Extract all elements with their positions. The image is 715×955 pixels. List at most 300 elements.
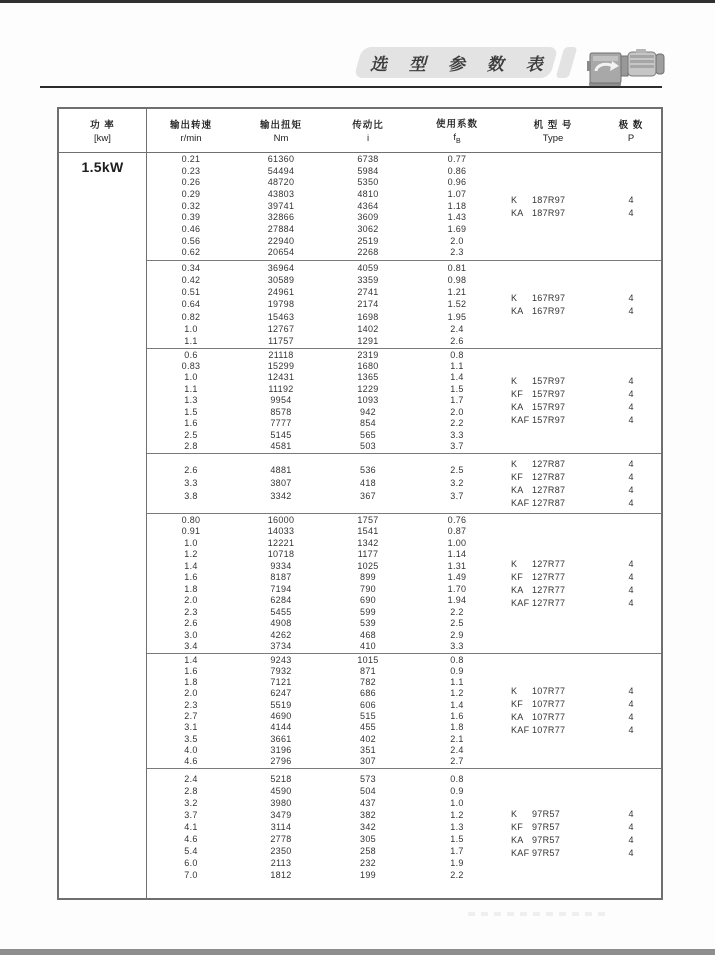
poles-cell: 4 [628,808,634,819]
value-cell: 27884 [267,224,295,234]
poles-cell: 4 [628,194,634,205]
type-prefix: KA [511,584,524,595]
column-ratio [327,769,409,898]
banner-tail-decoration [556,47,578,78]
value-cell: 2.7 [184,711,198,721]
type-cell [511,834,601,847]
column-ratio [327,349,409,453]
page-bottom-rule [0,949,715,955]
type-cell [511,484,601,497]
type-cell [511,597,601,610]
column-ratio [327,514,409,653]
value-cell: 854 [360,418,376,429]
header-label-en [453,132,460,145]
value-cell: 504 [360,786,376,796]
poles-cell: 4 [628,292,634,303]
type-prefix: KAF [511,415,530,425]
type-code: 127R87 [532,458,566,469]
type-code: 127R77 [532,584,566,595]
value-cell: 1015 [357,654,379,665]
value-cell: 1.70 [447,583,467,594]
type-prefix: KAF [511,497,530,508]
table-section [147,153,661,260]
value-cell: 1757 [357,514,379,525]
table-section [147,653,661,768]
value-cell: 3734 [270,641,292,651]
header-label-zh: 极 数 [618,120,644,131]
value-cell: 3.0 [184,629,198,640]
value-cell: 3114 [270,822,292,832]
header-label-en: i [366,133,370,144]
value-cell: 0.76 [447,514,467,525]
value-cell: 15299 [267,360,295,371]
value-cell: 0.8 [450,774,464,784]
column-type [505,769,601,898]
value-cell: 5519 [270,699,292,710]
table-section [147,348,661,453]
value-cell: 382 [360,810,376,820]
value-cell: 1.5 [450,834,464,844]
column-speed [147,514,235,653]
poles-cell: 4 [628,834,634,845]
value-cell: 4581 [270,441,292,452]
value-cell: 0.80 [181,514,201,525]
value-cell: 199 [360,870,376,880]
value-cell: 0.29 [181,188,201,199]
table-section [147,768,661,898]
value-cell: 0.32 [181,200,201,211]
value-cell: 418 [360,478,376,488]
value-cell: 5984 [357,165,379,176]
value-cell: 3.7 [450,491,464,501]
header-label-zh: 输出扭矩 [259,120,302,131]
poles-cell: 4 [628,497,634,508]
value-cell: 1.4 [450,372,464,383]
column-type [505,261,601,348]
value-cell: 21118 [268,349,294,360]
value-cell: 3.7 [184,810,198,820]
type-cell [511,808,601,821]
value-cell: 1.1 [450,677,464,688]
value-cell: 258 [360,846,376,856]
value-cell: 0.8 [450,349,464,360]
header-fb-subscript: B [455,137,461,145]
value-cell: 0.62 [181,247,201,258]
value-cell: 3.3 [450,641,464,651]
value-cell: 11192 [268,383,294,394]
value-cell: 3609 [357,212,379,223]
value-cell: 367 [360,491,376,501]
value-cell: 2.0 [450,406,464,417]
value-cell: 5145 [270,429,292,440]
type-prefix: K [511,686,518,696]
value-cell: 0.91 [181,526,201,536]
value-cell: 0.87 [447,526,467,536]
value-cell: 2519 [357,235,379,246]
value-cell: 12767 [267,323,295,334]
value-cell: 1.8 [450,722,464,733]
type-cell [511,207,601,220]
type-code: 167R97 [532,305,566,316]
value-cell: 351 [360,744,376,755]
value-cell: 2.4 [184,774,198,784]
type-prefix: KF [511,821,524,832]
value-cell: 2.4 [450,323,464,334]
value-cell: 782 [360,677,376,688]
value-cell: 2.0 [450,235,464,246]
poles-cell: 4 [628,847,634,858]
value-cell: 0.9 [450,665,464,676]
poles-cell: 4 [628,415,634,425]
power-value: 1.5kW [81,159,124,175]
value-cell: 1.4 [184,654,198,665]
value-cell: 1.18 [447,200,467,211]
type-prefix: K [511,194,518,205]
value-cell: 3.8 [184,491,198,501]
value-cell: 1.95 [447,311,467,322]
header-col-speed [147,109,235,152]
value-cell: 2.3 [184,699,198,710]
value-cell: 1.2 [450,688,464,699]
type-prefix: KF [511,471,524,482]
value-cell: 2778 [270,834,292,844]
value-cell: 0.83 [181,360,201,371]
value-cell: 2796 [270,756,292,767]
type-cell [511,471,601,484]
value-cell: 1.8 [184,583,198,594]
value-cell: 3196 [270,744,292,755]
type-code: 127R77 [532,597,566,608]
value-cell: 4144 [270,722,292,733]
selection-parameter-table [57,107,663,900]
value-cell: 3661 [270,733,292,744]
value-cell: 7121 [270,677,292,688]
value-cell: 468 [360,629,376,640]
poles-cell: 4 [628,821,634,832]
value-cell: 690 [360,595,376,605]
value-cell: 2.2 [450,606,464,617]
banner-title: 选 型 参 数 表 [369,55,551,75]
value-cell: 0.6 [184,349,198,360]
column-speed [147,349,235,453]
type-cell [511,558,601,571]
value-cell: 2.2 [450,870,464,880]
poles-cell: 4 [628,389,634,399]
column-torque [235,514,327,653]
value-cell: 1.6 [184,665,198,676]
value-cell: 1698 [357,311,379,322]
column-ratio [327,654,409,768]
value-cell: 0.46 [181,224,201,234]
power-cell [59,153,147,898]
column-poles [601,654,661,768]
type-cell [511,305,601,318]
value-cell: 2.8 [184,441,198,452]
value-cell: 3.2 [184,798,198,808]
value-cell: 4690 [270,711,292,721]
column-speed [147,153,235,260]
value-cell: 0.81 [447,262,467,273]
data-sections [147,153,661,898]
type-cell [511,821,601,834]
value-cell: 61360 [267,153,295,164]
type-prefix: KA [511,712,524,722]
poles-cell: 4 [628,699,634,709]
column-fb [409,769,505,898]
value-cell: 1.3 [184,395,198,406]
value-cell: 4881 [270,465,292,475]
header-col-type [505,109,601,152]
value-cell: 2.6 [184,618,198,628]
value-cell: 2.4 [450,744,464,755]
value-cell: 536 [360,465,376,475]
value-cell: 1.2 [184,549,198,559]
value-cell: 2174 [357,299,379,310]
header-power-zh: 功 率 [90,120,115,131]
value-cell: 232 [360,858,376,868]
column-type [505,454,601,513]
value-cell: 1.1 [184,383,198,394]
type-code: 97R57 [532,808,561,819]
header-col-ratio [327,109,409,152]
value-cell: 899 [360,572,376,582]
column-poles [601,261,661,348]
value-cell: 7777 [270,418,292,429]
column-torque [235,153,327,260]
value-cell: 1.2 [450,810,464,820]
type-cell [511,497,601,510]
value-cell: 4.6 [184,834,198,844]
value-cell: 10718 [267,549,295,559]
column-torque [235,261,327,348]
table-header-row [59,109,661,153]
value-cell: 19798 [267,299,295,310]
column-type [505,153,601,260]
column-type [505,654,601,768]
type-prefix: KF [511,699,524,709]
value-cell: 2319 [357,349,379,360]
value-cell: 3062 [357,224,379,234]
value-cell: 0.26 [181,177,201,188]
value-cell: 1.6 [184,572,198,582]
column-poles [601,349,661,453]
value-cell: 2.5 [184,429,198,440]
value-cell: 1093 [357,395,379,406]
type-cell [511,414,601,427]
value-cell: 1.8 [184,677,198,688]
column-speed [147,261,235,348]
value-cell: 30589 [267,274,295,285]
value-cell: 43803 [267,188,295,199]
value-cell: 3.5 [184,733,198,744]
type-code: 97R57 [532,834,561,845]
value-cell: 0.86 [447,165,467,176]
poles-cell: 4 [628,558,634,569]
value-cell: 0.51 [181,287,201,298]
type-code: 107R77 [532,725,566,735]
type-code: 107R77 [532,699,566,709]
value-cell: 0.96 [447,177,467,188]
column-speed [147,454,235,513]
value-cell: 0.82 [181,311,201,322]
header-col-torque [235,109,327,152]
type-cell [511,685,601,698]
header-divider-rule [40,86,662,88]
value-cell: 4590 [270,786,292,796]
type-code: 127R87 [532,484,566,495]
column-speed [147,654,235,768]
header-col-fb [409,109,505,152]
type-cell [511,724,601,737]
value-cell: 4364 [357,200,379,211]
value-cell: 12221 [267,537,295,548]
type-prefix: K [511,376,518,386]
type-code: 187R97 [532,194,566,205]
poles-cell: 4 [628,471,634,482]
value-cell: 1.0 [184,372,198,383]
value-cell: 1.7 [450,846,464,856]
column-speed [147,769,235,898]
value-cell: 2350 [270,846,292,856]
poles-cell: 4 [628,725,634,735]
value-cell: 16000 [267,514,295,525]
value-cell: 565 [360,429,376,440]
value-cell: 9954 [270,395,292,406]
value-cell: 2.6 [450,336,464,347]
value-cell: 437 [360,798,376,808]
value-cell: 1342 [357,537,379,548]
column-fb [409,153,505,260]
value-cell: 5.4 [184,846,198,856]
type-cell [511,711,601,724]
column-ratio [327,261,409,348]
value-cell: 36964 [267,262,295,273]
poles-cell: 4 [628,402,634,412]
header-label-zh: 传动比 [352,120,384,131]
value-cell: 2113 [270,858,292,868]
type-code: 157R97 [532,389,566,399]
value-cell: 1.0 [450,798,464,808]
type-code: 157R97 [532,376,566,386]
value-cell: 20654 [267,247,295,258]
header-label-zh: 机 型 号 [533,120,573,131]
value-cell: 1.5 [184,406,198,417]
value-cell: 1.5 [450,383,464,394]
header-label-en: P [627,133,635,144]
value-cell: 48720 [267,177,295,188]
value-cell: 307 [360,756,376,767]
value-cell: 3.7 [450,441,464,452]
value-cell: 8187 [270,572,292,582]
column-fb [409,349,505,453]
value-cell: 2.7 [450,756,464,767]
type-cell [511,388,601,401]
header-label-en: Nm [273,133,289,144]
value-cell: 0.23 [181,165,201,176]
value-cell: 1.52 [447,299,467,310]
value-cell: 4908 [270,618,292,628]
type-code: 187R97 [532,207,566,218]
type-code: 157R97 [532,415,566,425]
table-body [59,153,661,898]
value-cell: 2.2 [450,418,464,429]
value-cell: 1.1 [184,336,198,347]
value-cell: 402 [360,733,376,744]
value-cell: 11757 [268,336,294,347]
header-col-poles [601,109,661,152]
column-fb [409,261,505,348]
value-cell: 1.43 [447,212,467,223]
type-prefix: KA [511,484,524,495]
value-cell: 12431 [267,372,295,383]
type-prefix: K [511,458,518,469]
type-cell [511,698,601,711]
value-cell: 3807 [270,478,292,488]
value-cell: 1.4 [450,699,464,710]
value-cell: 8578 [270,406,292,417]
page-top-rule [0,0,715,3]
column-poles [601,769,661,898]
value-cell: 1.1 [450,360,464,371]
page-bleed-through-artifact [468,912,608,916]
value-cell: 54494 [267,165,295,176]
value-cell: 1812 [270,870,292,880]
type-prefix: KAF [511,725,530,735]
value-cell: 0.34 [181,262,201,273]
value-cell: 6284 [270,595,292,605]
type-prefix: KA [511,305,524,316]
value-cell: 15463 [267,311,295,322]
type-prefix: K [511,558,518,569]
column-poles [601,514,661,653]
poles-cell: 4 [628,584,634,595]
column-poles [601,153,661,260]
value-cell: 3479 [270,810,292,820]
value-cell: 4059 [357,262,379,273]
value-cell: 1.94 [447,595,467,605]
value-cell: 1.6 [184,418,198,429]
value-cell: 1177 [357,549,379,559]
value-cell: 0.98 [447,274,467,285]
value-cell: 455 [360,722,376,733]
type-code: 167R97 [532,292,566,303]
header-fb-main: f [453,132,456,144]
column-poles [601,454,661,513]
value-cell: 5350 [357,177,379,188]
value-cell: 0.9 [450,786,464,796]
value-cell: 14033 [267,526,295,536]
value-cell: 9334 [270,560,292,571]
value-cell: 1.4 [184,560,198,571]
poles-cell: 4 [628,712,634,722]
value-cell: 1291 [357,336,379,347]
value-cell: 539 [360,618,376,628]
type-cell [511,847,601,860]
value-cell: 1025 [357,560,379,571]
value-cell: 4810 [357,188,379,199]
value-cell: 2741 [357,287,379,298]
value-cell: 686 [360,688,376,699]
value-cell: 4.0 [184,744,198,755]
value-cell: 39741 [267,200,295,211]
value-cell: 9243 [270,654,292,665]
value-cell: 0.39 [181,212,201,223]
type-code: 107R77 [532,686,566,696]
value-cell: 1.0 [184,323,198,334]
value-cell: 410 [360,641,376,651]
value-cell: 2.5 [450,465,464,475]
table-section [147,453,661,513]
